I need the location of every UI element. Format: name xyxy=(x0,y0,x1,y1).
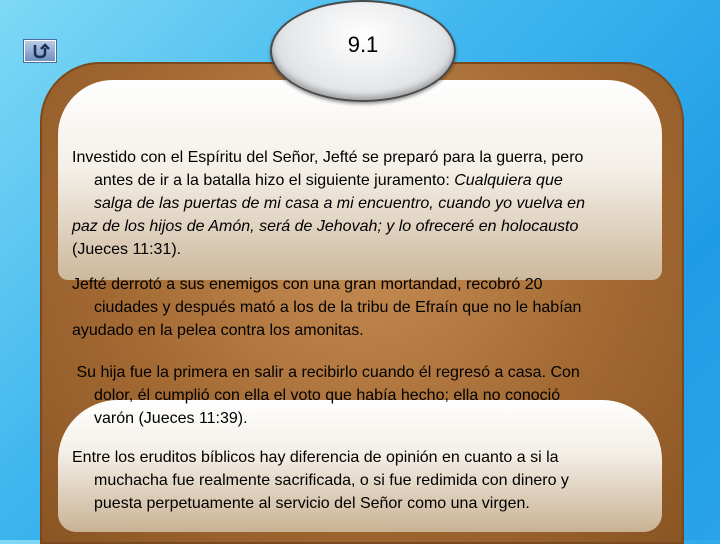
p4-line-1: Entre los eruditos bíblicos hay diferencia de opinión en cuanto a si la xyxy=(72,449,559,466)
p3-line-2: dolor, él cumplió con ella el voto que había hecho; ella no conoció xyxy=(94,387,561,404)
p3-line-1: Su hija fue la primera en salir a recibirlo cuando él regresó a casa. Con xyxy=(72,364,580,381)
paragraph-1 xyxy=(72,146,662,261)
p2-line-2: ciudades y después mató a los de la tribu de Efraín que no le habían xyxy=(94,299,582,316)
paragraph-4 xyxy=(72,446,662,515)
p1-line-3: salga de las puertas de mi casa a mi encuentro, cuando yo vuelva en xyxy=(94,195,585,212)
return-arrow-icon xyxy=(25,41,55,61)
p1-line-5: (Jueces 11:31). xyxy=(72,241,182,258)
p1-line-2: antes de ir a la batalla hizo el siguiente juramento: Cualquiera que xyxy=(94,172,563,189)
p2-line-1: Jefté derrotó a sus enemigos con una gran mortandad, recobró 20 xyxy=(72,276,543,293)
slide-number: 9.1 xyxy=(347,32,379,57)
p4-line-3: puesta perpetuamente al servicio del Señor como una virgen. xyxy=(94,495,530,512)
p3-line-3: varón (Jueces 11:39). xyxy=(94,410,248,427)
p1-line-4: paz de los hijos de Amón, será de Jehovah; y lo ofreceré en holocausto xyxy=(72,218,579,235)
p4-line-2: muchacha fue realmente sacrificada, o si fue redimida con dinero y xyxy=(94,472,569,489)
return-button[interactable] xyxy=(24,40,56,62)
paragraph-2 xyxy=(72,273,662,342)
slide-number-badge xyxy=(270,0,456,102)
paragraph-3 xyxy=(72,361,662,430)
p1-line-1: Investido con el Espíritu del Señor, Jefté se preparó para la guerra, pero xyxy=(72,149,584,166)
p2-line-3: ayudado en la pelea contra los amonitas. xyxy=(72,322,364,339)
